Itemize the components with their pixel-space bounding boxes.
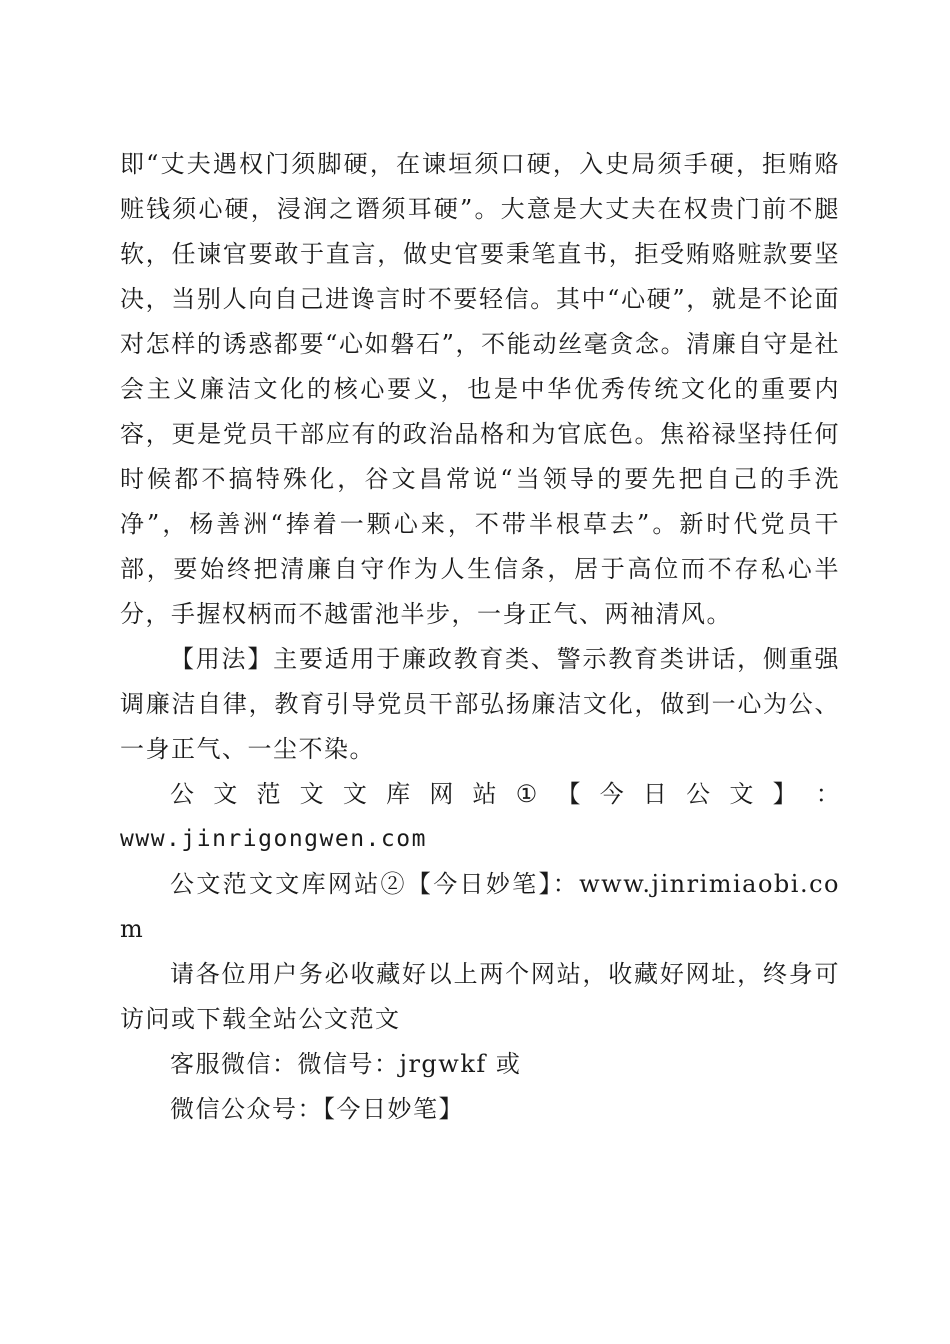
site1-label-char: 】	[772, 780, 797, 808]
site1-label-char: 日	[642, 780, 667, 808]
site1-label-char: 范	[256, 780, 281, 808]
site1-label-char: 公	[170, 780, 194, 808]
wechat-line: 微信公众号：【今日妙笔】	[170, 1095, 464, 1123]
paragraph-main: 即“丈夫遇权门须脚硬，在谏垣须口硬，入史局须手硬，拒贿赂赃钱须心硬，浸润之谮须耳硬”。大意是大丈夫在权贵门前不腿软，任谏官要敢于直言，做史官要秉笔直书，拒受贿赂赃款要坚决，当别人向自己进谗言时不要轻信。其中“心硬”，就是不论面对怎样的诱惑都要“心如磐石”，不能动丝毫贪念。清廉自守是社会主义廉洁文化的核心要义，也是中华优秀传统文化的重要内容，更是党员干部应有的政治品格和为官底色。焦裕禄坚持任何时候都不搞特殊化，谷文昌常说“当领导的要先把自己的手洗净”，杨善洲“捧着一颗心来，不带半根草去”。新时代党员干部，要始终把清廉自守作为人生信条，居于高位而不存私心半分，手握权柄而不越雷池半步，一身正气、两袖清风。	[120, 150, 840, 628]
service-line: 客服微信：微信号：jrgwkf 或	[170, 1050, 522, 1078]
site1-label-char: ①	[515, 780, 538, 808]
site1-label-char: 文	[729, 780, 754, 808]
site1-label-line	[120, 772, 840, 817]
site1-label-char: 公	[686, 780, 711, 808]
site1-label-char: 文	[342, 780, 367, 808]
site1-label-char: 今	[599, 780, 624, 808]
site1-label-char: ：	[815, 780, 840, 808]
site1-label-char: 站	[472, 780, 497, 808]
notice-paragraph: 请各位用户务必收藏好以上两个网站，收藏好网址，终身可访问或下载全站公文范文	[120, 960, 840, 1033]
site1-label-char: 文	[299, 780, 324, 808]
site1-label-char: 文	[213, 780, 238, 808]
site1-label-char: 【	[556, 780, 581, 808]
site1-label-char: 网	[429, 780, 454, 808]
site2-line: 公文范文文库网站②【今日妙笔】：www.jinrimiaobi.com	[120, 870, 840, 943]
site1-url: www.jinrigongwen.com	[120, 826, 427, 852]
paragraph-usage: 【用法】主要适用于廉政教育类、警示教育类讲话，侧重强调廉洁自律，教育引导党员干部弘扬廉洁文化，做到一心为公、一身正气、一尘不染。	[120, 645, 840, 763]
document-body	[120, 142, 840, 1132]
site1-label-char: 库	[386, 780, 411, 808]
